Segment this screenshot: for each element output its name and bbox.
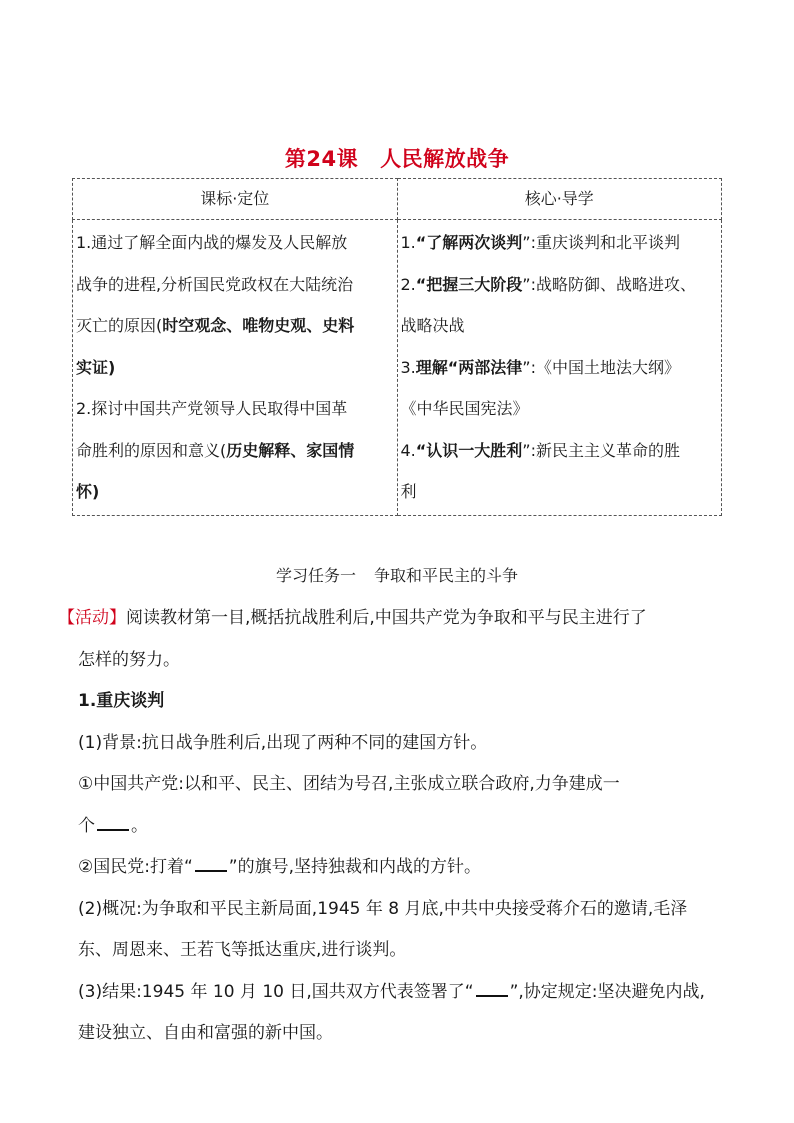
heading-chongqing-talks: 1.重庆谈判 bbox=[78, 691, 165, 711]
item-result: (3)结果:1945 年 10 月 10 日,国共双方代表签署了“ ”,协定规定:坚决避免内战, bbox=[78, 981, 705, 1002]
item-background: (1)背景:抗日战争胜利后,出现了两种不同的建国方针。 bbox=[78, 732, 488, 753]
competency-keywords: 历史解释、家国情 bbox=[226, 440, 355, 460]
guide-table bbox=[72, 178, 722, 516]
content-body bbox=[58, 598, 726, 1055]
item-cpc-cont: 个 。 bbox=[78, 815, 148, 836]
guide-item: 2.“把握三大阶段”:战略防御、战略进攻、 bbox=[400, 274, 696, 294]
standards-line bbox=[76, 347, 394, 389]
standards-line: 2.探讨中国共产党领导人民取得中国革 bbox=[76, 399, 348, 418]
lesson-title bbox=[0, 143, 794, 173]
activity-paragraph-cont: 怎样的努力。 bbox=[78, 649, 180, 670]
item-result-cont: 建设独立、自由和富强的新中国。 bbox=[78, 1023, 333, 1043]
section-label: 学习任务一 bbox=[275, 566, 356, 585]
competency-keywords: 时空观念、唯物史观、史料 bbox=[162, 316, 355, 335]
standards-line bbox=[76, 471, 394, 513]
section-title bbox=[0, 563, 794, 586]
competency-keywords-cont: 实证) bbox=[76, 357, 116, 377]
item-overview-cont: 东、周恩来、王若飞等抵达重庆,进行谈判。 bbox=[78, 940, 407, 960]
standards-cell bbox=[73, 220, 398, 516]
guide-item-cont: 《中华民国宪法》 bbox=[400, 399, 529, 418]
lesson-number: 第24课 bbox=[284, 147, 359, 171]
item-cpc: ①中国共产党:以和平、民主、团结为号召,主张成立联合政府,力争建成一 bbox=[78, 774, 620, 794]
header-core-guide: 核心·导学 bbox=[397, 179, 722, 220]
standards-line: 命胜利的原因和意义(历史解释、家国情 bbox=[76, 440, 355, 460]
answer-blank[interactable] bbox=[97, 815, 129, 831]
guide-item: 1.“了解两次谈判”:重庆谈判和北平谈判 bbox=[400, 233, 680, 252]
item-kmt: ②国民党:打着“ ”的旗号,坚持独裁和内战的方针。 bbox=[78, 857, 481, 877]
competency-keywords-cont: 怀) bbox=[76, 482, 100, 501]
lesson-name: 人民解放战争 bbox=[380, 147, 510, 171]
activity-paragraph: 【活动】阅读教材第一目,概括抗战胜利后,中国共产党为争取和平与民主进行了 bbox=[58, 608, 647, 628]
guide-item: 3.理解“两部法律”:《中国土地法大纲》 bbox=[400, 357, 680, 377]
guide-item-cont: 利 bbox=[400, 482, 417, 501]
standards-line: 战争的进程,分析国民党政权在大陆统治 bbox=[76, 274, 354, 294]
guide-item-cont: 战略决战 bbox=[400, 316, 465, 335]
standards-line: 灭亡的原因(时空观念、唯物史观、史料 bbox=[76, 316, 355, 335]
guide-item: 4.“认识一大胜利”:新民主主义革命的胜 bbox=[400, 440, 680, 460]
activity-tag: 【活动】 bbox=[58, 608, 126, 628]
standards-line: 1.通过了解全面内战的爆发及人民解放 bbox=[76, 233, 348, 252]
answer-blank[interactable] bbox=[476, 981, 508, 997]
header-standards: 课标·定位 bbox=[73, 179, 398, 220]
answer-blank[interactable] bbox=[195, 856, 227, 872]
section-name: 争取和平民主的斗争 bbox=[374, 566, 519, 585]
core-guide-cell bbox=[397, 220, 722, 516]
item-overview: (2)概况:为争取和平民主新局面,1945 年 8 月底,中共中央接受蒋介石的邀请,毛泽 bbox=[78, 898, 688, 919]
